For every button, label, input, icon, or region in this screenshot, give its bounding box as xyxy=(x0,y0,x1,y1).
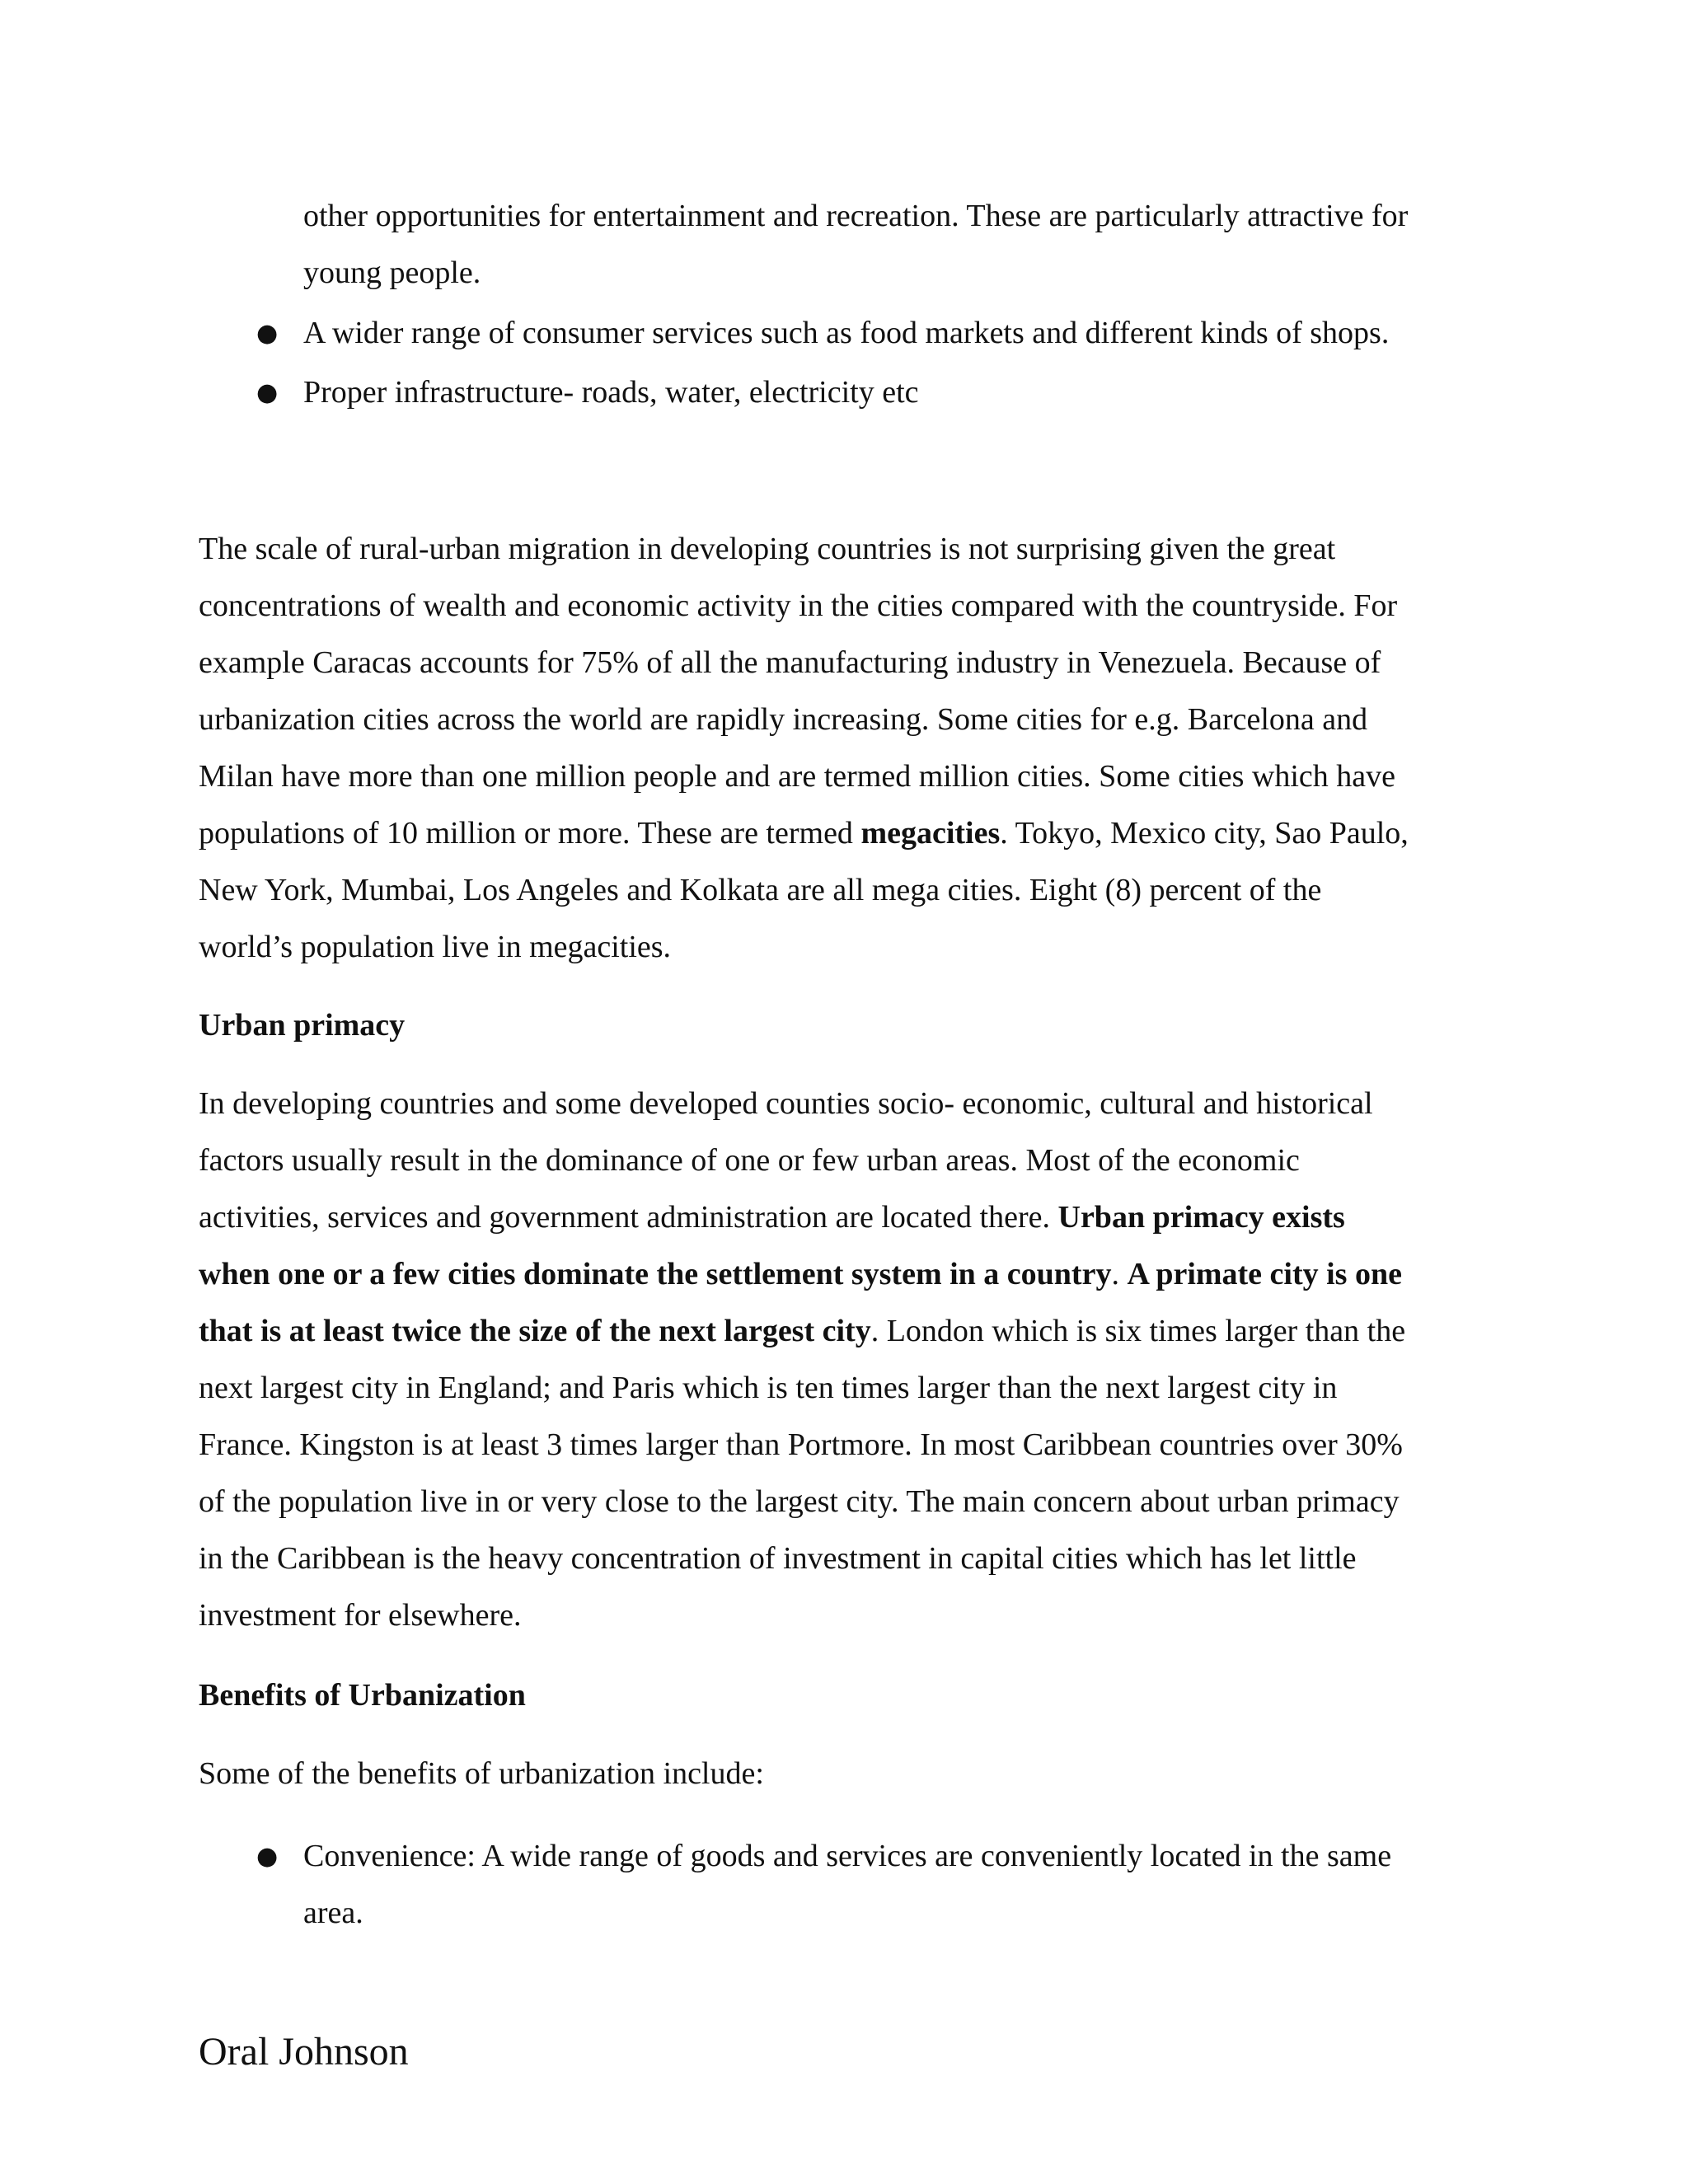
text-line: factors usually result in the dominance of one or few urban areas. Most of the economic xyxy=(199,1143,1300,1178)
bullet-icon: ● xyxy=(256,1842,279,1871)
text-line: Milan have more than one million people and are termed million cities. Some cities which have xyxy=(199,759,1396,794)
text-line: next largest city in England; and Paris which is ten times larger than the next largest city in xyxy=(199,1371,1338,1405)
list-item-text: A wider range of consumer services such as food markets and different kinds of shops. xyxy=(303,316,1390,350)
bullet-continuation xyxy=(303,188,1507,302)
bold-definition: Urban primacy exists xyxy=(1057,1200,1345,1235)
section-heading-urban-primacy: Urban primacy xyxy=(199,1008,406,1043)
section-heading-benefits: Benefits of Urbanization xyxy=(199,1678,526,1713)
text-line: In developing countries and some developed counties socio- economic, cultural and historical xyxy=(199,1086,1373,1121)
paragraph-urban-primacy xyxy=(199,1076,1493,1644)
benefits-intro xyxy=(199,1746,1493,1802)
text-run: populations of 10 million or more. These are termed xyxy=(199,816,861,851)
bold-term-megacities: megacities xyxy=(860,816,1001,851)
text-line: other opportunities for entertainment and recreation. These are particularly attractive for xyxy=(303,199,1409,233)
text-line: world’s population live in megacities. xyxy=(199,930,672,964)
text-line xyxy=(199,805,1493,862)
text-line: urbanization cities across the world are rapidly increasing. Some cities for e.g. Barcelona and xyxy=(199,702,1368,737)
text-run: activities, services and government administration are located there. xyxy=(199,1200,1058,1235)
text-line xyxy=(199,1246,1493,1303)
text-run: . Tokyo, Mexico city, Sao Paulo, xyxy=(1000,816,1409,851)
list-item xyxy=(199,305,1509,362)
text-line: investment for elsewhere. xyxy=(199,1598,522,1633)
text-line: in the Caribbean is the heavy concentration of investment in capital cities which has let little xyxy=(199,1541,1357,1576)
text-line: New York, Mumbai, Los Angeles and Kolkata are all mega cities. Eight (8) percent of the xyxy=(199,873,1322,907)
bold-definition: A primate city is one xyxy=(1127,1257,1402,1291)
text-line: example Caracas accounts for 75% of all the manufacturing industry in Venezuela. Because of xyxy=(199,645,1381,680)
bullet-icon: ● xyxy=(256,319,279,348)
footer-author: Oral Johnson xyxy=(199,2030,409,2074)
text-line: Some of the benefits of urbanization include: xyxy=(199,1756,764,1791)
text-line: The scale of rural-urban migration in developing countries is not surprising given the great xyxy=(199,532,1336,566)
list-item-text: Proper infrastructure- roads, water, electricity etc xyxy=(303,375,919,410)
paragraph-megacities xyxy=(199,521,1493,976)
bullet-icon: ● xyxy=(256,378,279,407)
list-item xyxy=(199,364,1509,421)
text-line: concentrations of wealth and economic activity in the cities compared with the countryside. For xyxy=(199,588,1398,623)
list-item-text: Convenience: A wide range of goods and services are conveniently located in the same xyxy=(303,1839,1392,1873)
text-line: young people. xyxy=(303,255,481,290)
text-line: area. xyxy=(303,1896,363,1930)
bold-definition: that is at least twice the size of the next largest city xyxy=(199,1314,871,1348)
text-run: . London which is six times larger than the xyxy=(870,1314,1406,1348)
text-line xyxy=(199,1189,1493,1246)
text-line: France. Kingston is at least 3 times larger than Portmore. In most Caribbean countries over 30% xyxy=(199,1427,1403,1462)
bullet-continuation xyxy=(303,1885,1507,1942)
bold-definition: when one or a few cities dominate the settlement system in a country xyxy=(199,1257,1112,1291)
text-line: of the population live in or very close to the largest city. The main concern about urban primacy xyxy=(199,1484,1400,1519)
list-item xyxy=(199,1828,1509,1885)
text-line xyxy=(199,1303,1493,1360)
text-run: . xyxy=(1111,1257,1128,1291)
